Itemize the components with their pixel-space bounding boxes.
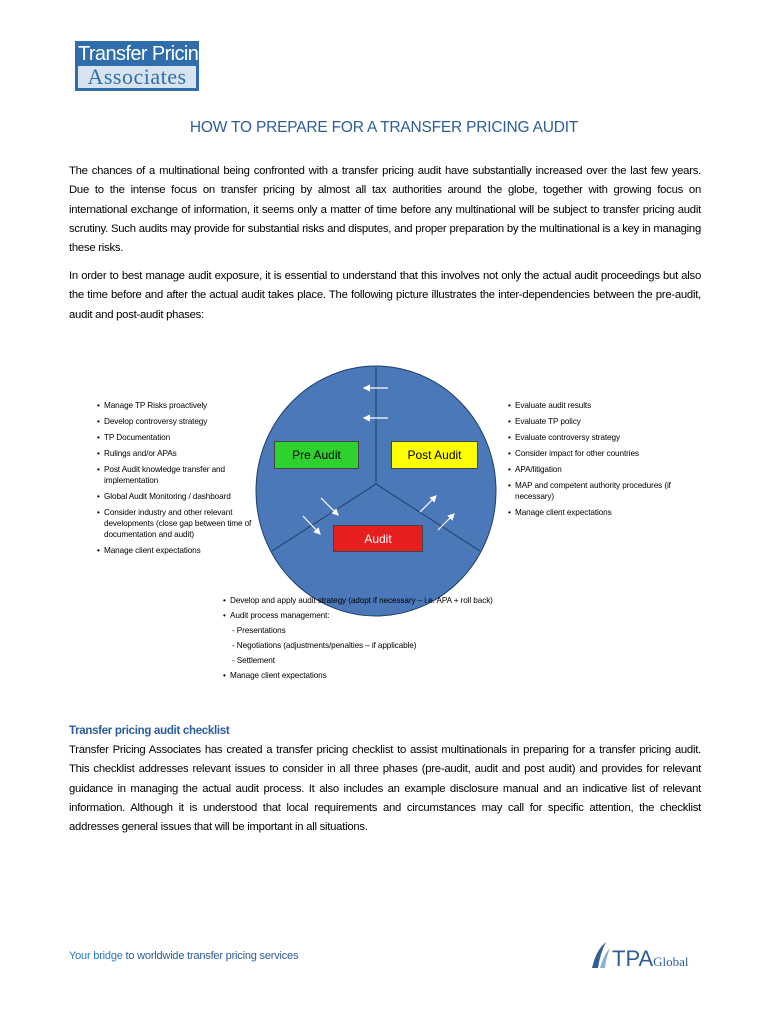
list-item: • Manage client expectations <box>508 507 673 518</box>
list-subitem: - Presentations <box>232 626 286 635</box>
page-title: HOW TO PREPARE FOR A TRANSFER PRICING AUDIT <box>189 119 579 136</box>
list-item: • MAP and competent authority procedures (if necessary) <box>508 480 673 502</box>
logo-line-1: Transfer Pricing <box>78 43 209 65</box>
list-item: • Manage client expectations <box>223 671 523 681</box>
intro-paragraph: The chances of a multinational being confronted with a transfer pricing audit have substantially increased over the last few years. Due to the intense focus on transfer pricing by almost all tax authorities around the globe, together with growing focus on international exchange of information, it seems only a matter of time before any multinational will be subject to transfer pricing audit scrutiny. Such audits may provide for substantial risks and disputes, and proper preparation by the multinational is a key in managing these risks. <box>69 165 701 255</box>
checklist-heading: Transfer pricing audit checklist <box>69 725 230 737</box>
list-item: • Develop and apply audit strategy (adopt if necessary – i.e. APA + roll back) <box>223 596 523 606</box>
list-item: • Rulings and/or APAs <box>97 448 267 459</box>
list-item: • Consider impact for other countries <box>508 448 673 459</box>
post-audit-list <box>508 400 673 523</box>
list-item: • Manage TP Risks proactively <box>97 400 267 411</box>
tpa-main: TPA <box>612 946 654 971</box>
post-audit-box: Post Audit <box>391 441 478 469</box>
list-item: • Evaluate controversy strategy <box>508 432 673 443</box>
list-item: • Global Audit Monitoring / dashboard <box>97 491 267 502</box>
tagline-part-1: Your bridge <box>69 950 123 962</box>
list-item: • Post Audit knowledge transfer and implementation <box>97 464 267 486</box>
tpa-swoosh-icon <box>590 940 614 970</box>
pre-audit-list <box>97 400 267 561</box>
audit-box: Audit <box>333 525 423 552</box>
tagline-part-2: to worldwide transfer pricing services <box>122 950 299 962</box>
list-subitem: - Negotiations (adjustments/penalties – if applicable) <box>232 641 417 650</box>
tpa-wordmark <box>612 946 689 972</box>
list-item: • APA/litigation <box>508 464 673 475</box>
tpa-global-logo <box>590 940 710 974</box>
list-item: • Develop controversy strategy <box>97 416 267 427</box>
audit-phases-diagram <box>0 360 768 700</box>
list-subitem: - Settlement <box>232 656 275 665</box>
list-item: • Audit process management: <box>223 611 523 621</box>
list-item: • Evaluate TP policy <box>508 416 673 427</box>
footer-tagline <box>69 950 298 962</box>
logo-line-2: Associates <box>78 66 196 88</box>
tpa-global: Global <box>653 954 689 969</box>
checklist-paragraph: Transfer Pricing Associates has created a transfer pricing checklist to assist multinationals in preparing for a transfer pricing audit. This checklist addresses relevant issues to consider in all three phases (pre-audit, audit and post audit) and provides for relevant guidance in managing the actual audit process. It also includes an example disclosure manual and an indicative list of relevant information. Although it is understood that local requirements and circumstances may call for specific attention, the checklist addresses general issues that will be important in all situations. <box>69 744 701 834</box>
audit-list <box>223 596 523 686</box>
list-item: • TP Documentation <box>97 432 267 443</box>
list-item: • Evaluate audit results <box>508 400 673 411</box>
pre-audit-box: Pre Audit <box>274 441 359 469</box>
list-item: • Consider industry and other relevant developments (close gap between time of documentation and audit) <box>97 507 267 540</box>
list-item: • Manage client expectations <box>97 545 267 556</box>
company-logo <box>75 41 209 91</box>
phases-paragraph: In order to best manage audit exposure, it is essential to understand that this involves not only the actual audit proceedings but also the time before and after the actual audit takes place. The following picture illustrates the inter-dependencies between the pre-audit, audit and post-audit phases: <box>69 270 701 321</box>
